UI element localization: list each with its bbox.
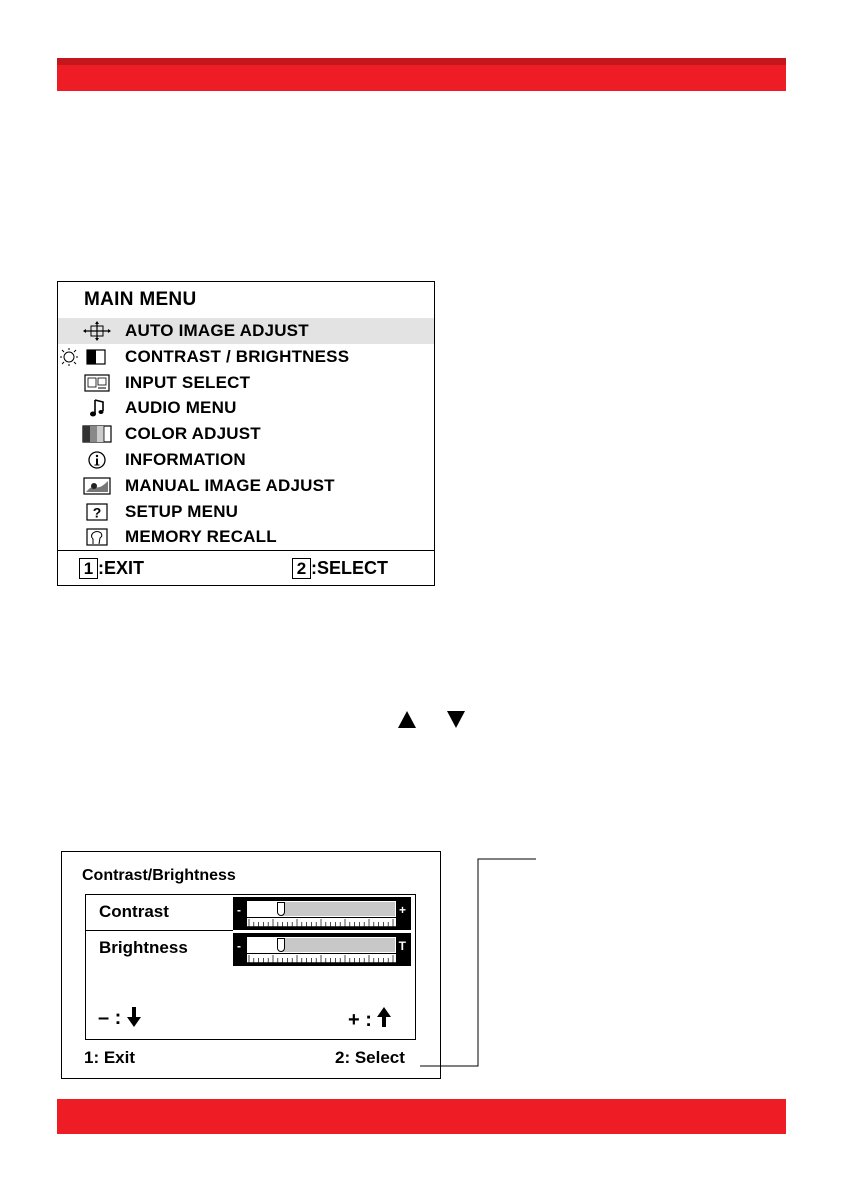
audio-icon: [82, 398, 112, 418]
slider-ticks: [247, 954, 396, 963]
row-divider: [86, 930, 233, 931]
input-select-icon: [82, 373, 112, 393]
exit-control[interactable]: [79, 558, 144, 579]
exit-key: 1: [79, 558, 98, 579]
menu-item-label: SETUP MENU: [125, 501, 239, 521]
brightness-label: Brightness: [99, 938, 188, 957]
slider-track: [247, 937, 396, 953]
top-red-band: [57, 58, 786, 91]
arrow-up-icon: [377, 1007, 391, 1027]
exit-hint[interactable]: 1: Exit: [84, 1048, 136, 1067]
menu-item-information[interactable]: [58, 447, 434, 473]
minus-key-label: – :: [98, 1007, 122, 1029]
decrease-key-hint: [98, 1007, 141, 1030]
info-icon: [82, 450, 112, 470]
arrow-down-icon: [127, 1007, 141, 1027]
main-menu-panel: [57, 281, 435, 586]
main-menu-title: MAIN MENU: [84, 289, 197, 310]
select-hint[interactable]: 2: Select: [335, 1048, 405, 1067]
menu-item-auto-image-adjust[interactable]: [58, 318, 434, 344]
memory-recall-icon: [82, 527, 112, 547]
slider-plus: +: [398, 903, 406, 917]
slider-thumb[interactable]: [277, 902, 285, 916]
setup-icon: [82, 502, 112, 522]
menu-item-contrast-brightness[interactable]: [58, 344, 434, 370]
down-arrow-icon: [447, 711, 465, 728]
menu-item-audio-menu[interactable]: [58, 395, 434, 421]
contrast-brightness-icon: [58, 347, 114, 367]
auto-adjust-icon: [82, 321, 112, 341]
menu-item-label: CONTRAST / BRIGHTNESS: [125, 346, 350, 366]
menu-item-setup-menu[interactable]: [58, 499, 434, 525]
panel-title: Contrast/Brightness: [82, 867, 236, 884]
up-arrow-icon: [398, 711, 416, 728]
callout-line: [420, 855, 540, 1075]
brightness-slider[interactable]: [233, 933, 411, 966]
contrast-label: Contrast: [99, 902, 169, 921]
slider-minus: -: [237, 939, 241, 953]
slider-thumb[interactable]: [277, 938, 285, 952]
manual-image-icon: [82, 476, 112, 496]
increase-key-hint: [348, 1007, 391, 1032]
menu-item-memory-recall[interactable]: [58, 524, 434, 550]
plus-key-label: + :: [348, 1009, 372, 1031]
menu-item-label: INPUT SELECT: [125, 372, 251, 392]
menu-item-label: AUDIO MENU: [125, 398, 237, 418]
slider-ticks: [247, 918, 396, 927]
top-band-stripe: [57, 58, 786, 65]
select-label: :SELECT: [311, 558, 389, 578]
bottom-red-band: [57, 1099, 786, 1134]
menu-item-label: INFORMATION: [125, 449, 246, 469]
menu-item-input-select[interactable]: [58, 370, 434, 396]
main-menu-footer: [58, 550, 434, 585]
color-adjust-icon: [82, 424, 112, 444]
select-key: 2: [292, 558, 311, 579]
adjust-area: [85, 894, 416, 1040]
menu-item-label: MANUAL IMAGE ADJUST: [125, 475, 335, 495]
svg-text:?: ?: [92, 504, 102, 521]
contrast-brightness-panel: [61, 851, 441, 1079]
menu-item-label: AUTO IMAGE ADJUST: [125, 321, 309, 340]
menu-item-manual-image-adjust[interactable]: [58, 473, 434, 499]
exit-label: :EXIT: [98, 558, 145, 578]
menu-item-label: MEMORY RECALL: [125, 527, 277, 547]
menu-item-color-adjust[interactable]: [58, 421, 434, 447]
slider-track: [247, 901, 396, 917]
contrast-slider[interactable]: [233, 897, 411, 930]
select-control[interactable]: [292, 558, 388, 579]
slider-plus: T: [398, 939, 406, 953]
slider-minus: -: [237, 903, 241, 917]
main-menu-list: [58, 318, 434, 550]
menu-item-label: COLOR ADJUST: [125, 424, 261, 444]
